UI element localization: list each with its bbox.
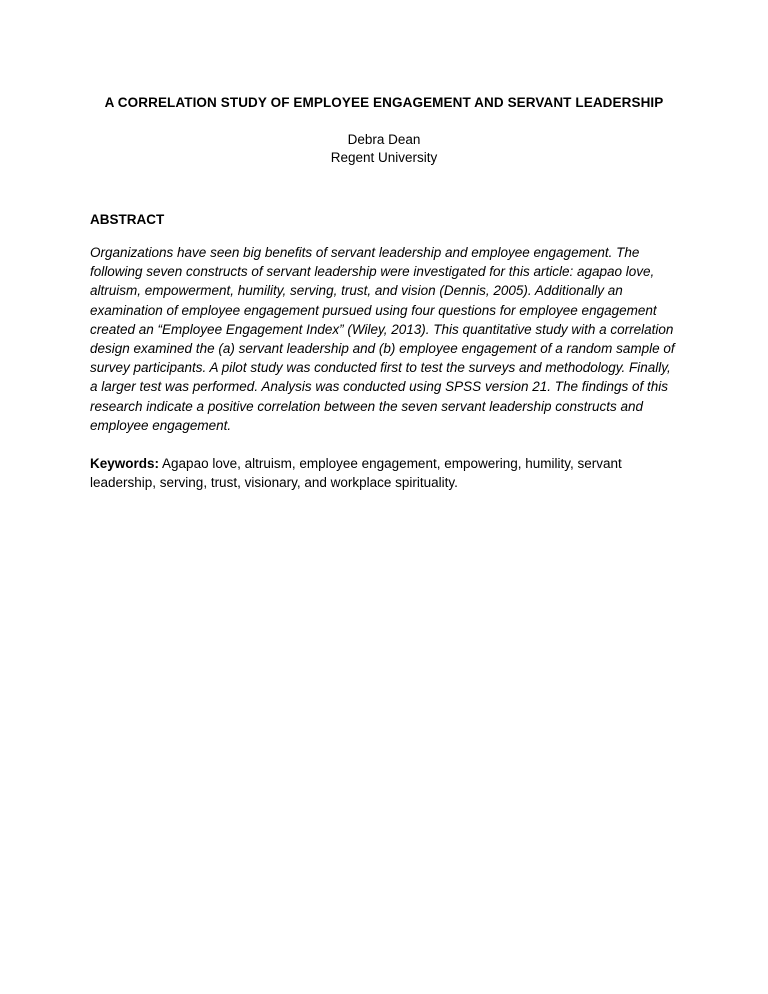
author-name: Debra Dean: [347, 132, 421, 147]
keywords-text: Agapao love, altruism, employee engagement, empowering, humility, servant leadership, serving, trust, visionary, and workplace spirituality.: [90, 456, 622, 491]
page-content: [90, 93, 678, 492]
author-affiliation: Regent University: [330, 150, 438, 165]
abstract-heading: ABSTRACT: [90, 212, 165, 227]
abstract-paragraph: Organizations have seen big benefits of servant leadership and employee engagement. The following seven constructs of servant leadership were investigated for this article: agapao love, altruism, empowerment, humility, serving, trust, and vision (Dennis, 2005). Additionally an examination of employee engagement pursued using four questions for employee engagement created an “Employee Engagement Index” (Wiley, 2013). This quantitative study with a correlation design examined the (a) servant leadership and (b) employee engagement of a random sample of survey participants. A pilot study was conducted first to test the surveys and methodology. Finally, a larger test was performed. Analysis was conducted using SPSS version 21. The findings of this research indicate a positive correlation between the seven servant leadership constructs and employee engagement.: [90, 245, 675, 433]
paper-title: A CORRELATION STUDY OF EMPLOYEE ENGAGEMENT AND SERVANT LEADERSHIP: [104, 95, 664, 110]
keywords-paragraph: [90, 454, 678, 492]
author-block: [90, 131, 678, 167]
keywords-label: Keywords:: [90, 456, 160, 472]
